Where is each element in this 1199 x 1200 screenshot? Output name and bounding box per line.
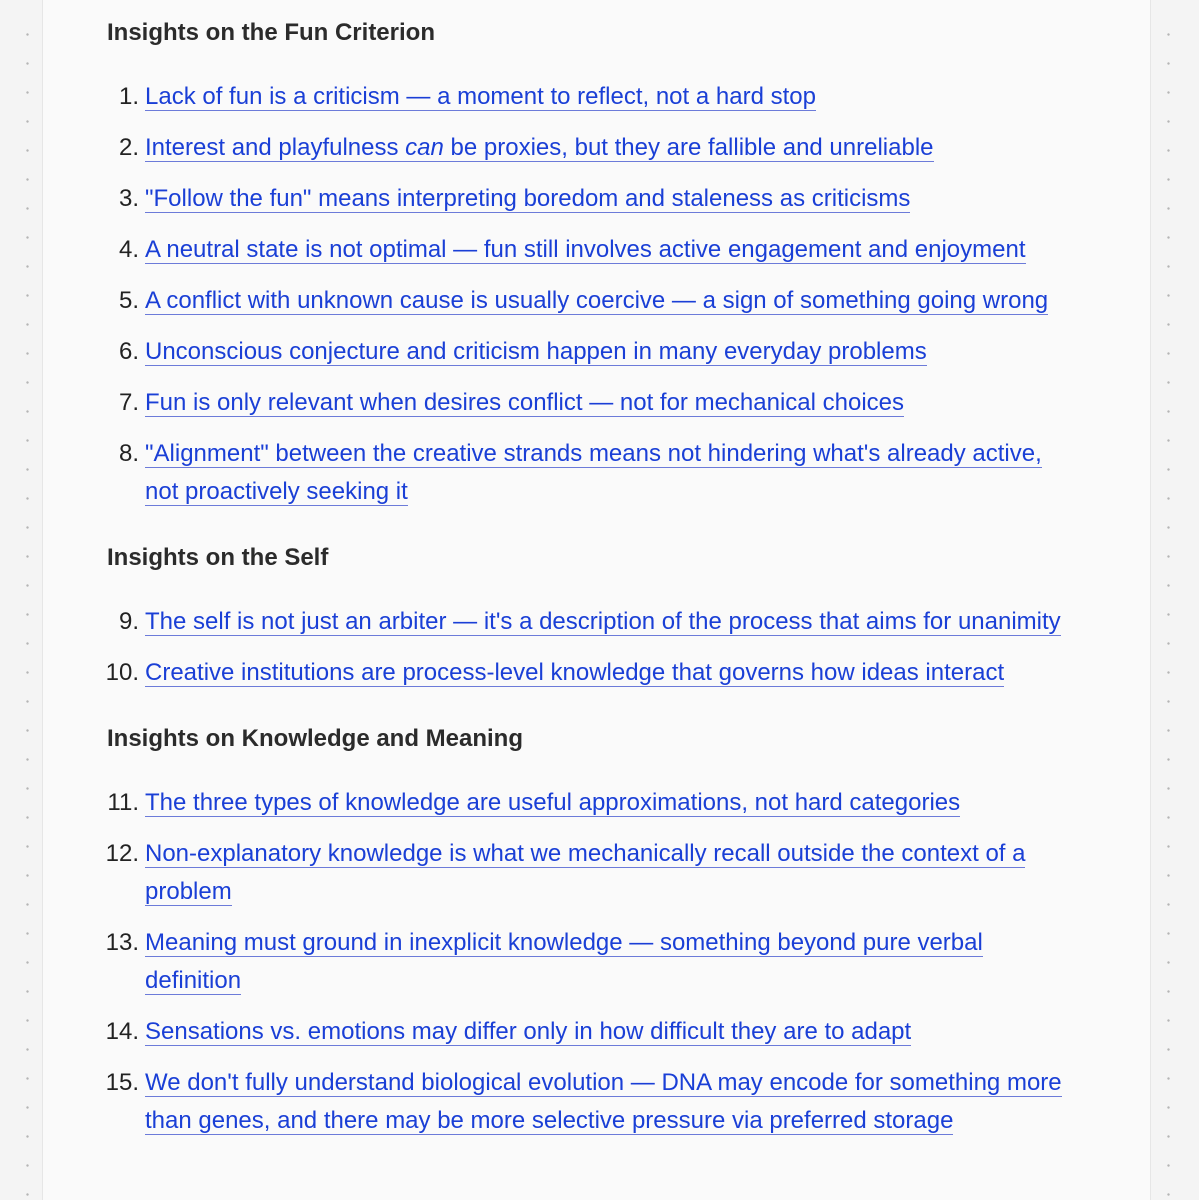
list-item [107,78,1107,116]
insight-link-4[interactable]: A neutral state is not optimal — fun still involves active engagement and enjoyment [145,236,1026,263]
insight-link-14[interactable]: Sensations vs. emotions may differ only in how difficult they are to adapt [145,1018,912,1045]
list-item-number: 6. [118,338,139,365]
link-text-part: be proxies, but they are fallible and unreliable [443,134,934,161]
list-item [107,435,1107,511]
list-item-number: 3. [118,185,139,212]
insight-link-8[interactable]: "Alignment" between the creative strands means not hindering what's already active, not proactively seeking it [145,440,1042,505]
list-item-number: 15. [105,1069,139,1096]
list-item [107,180,1107,218]
insight-link-3[interactable]: "Follow the fun" means interpreting boredom and staleness as criticisms [145,185,911,212]
list-item [107,784,1107,822]
list-item-number: 13. [105,929,139,956]
list-item [107,1013,1107,1051]
insight-link-2[interactable] [145,134,934,162]
list-item [107,1064,1107,1140]
list-item-number: 10. [105,659,139,686]
list-item [107,129,1107,167]
list-item-number: 2. [118,134,139,161]
self-list [107,603,1107,692]
list-item [107,333,1107,371]
list-item [107,924,1107,1000]
list-item [107,835,1107,911]
list-item [107,603,1107,641]
section-heading-self: Insights on the Self [107,544,329,571]
list-item-number: 5. [118,287,139,314]
insight-link-12[interactable]: Non-explanatory knowledge is what we mechanically recall outside the context of a problem [145,840,1026,905]
insight-link-11[interactable]: The three types of knowledge are useful approximations, not hard categories [145,789,961,816]
document-page [43,0,1150,1200]
insight-link-7[interactable]: Fun is only relevant when desires conflict — not for mechanical choices [145,389,905,416]
list-item-number: 14. [105,1018,139,1045]
list-item [107,231,1107,269]
section-heading-knowledge-meaning: Insights on Knowledge and Meaning [107,725,524,752]
insight-link-1[interactable]: Lack of fun is a criticism — a moment to reflect, not a hard stop [145,83,816,110]
link-text-emphasis: can [405,134,444,161]
section-heading-fun-criterion: Insights on the Fun Criterion [107,19,435,46]
right-gutter [1150,0,1199,1200]
list-item [107,384,1107,422]
right-gutter-dots [1167,20,1170,1200]
insight-link-10[interactable]: Creative institutions are process-level knowledge that governs how ideas interact [145,659,1005,686]
list-item-number: 12. [105,840,139,867]
left-gutter [0,0,43,1200]
document-content [107,0,1107,1140]
insight-link-6[interactable]: Unconscious conjecture and criticism happen in many everyday problems [145,338,927,365]
list-item-number: 4. [118,236,139,263]
list-item [107,282,1107,320]
knowledge-meaning-list [107,784,1107,1140]
list-item-number: 1. [118,83,139,110]
insight-link-13[interactable]: Meaning must ground in inexplicit knowledge — something beyond pure verbal definition [145,929,983,994]
insight-link-9[interactable]: The self is not just an arbiter — it's a description of the process that aims for unanimity [145,608,1061,635]
insight-link-15[interactable]: We don't fully understand biological evolution — DNA may encode for something more than genes, and there may be more selective pressure via preferred storage [145,1069,1062,1134]
left-gutter-dots [26,20,29,1200]
list-item-number: 11. [107,789,139,816]
list-item [107,654,1107,692]
list-item-number: 9. [118,608,139,635]
link-text-part: Interest and playfulness [145,134,406,161]
fun-criterion-list [107,78,1107,511]
insight-link-5[interactable]: A conflict with unknown cause is usually coercive — a sign of something going wrong [145,287,1049,314]
list-item-number: 8. [118,440,139,467]
list-item-number: 7. [118,389,139,416]
